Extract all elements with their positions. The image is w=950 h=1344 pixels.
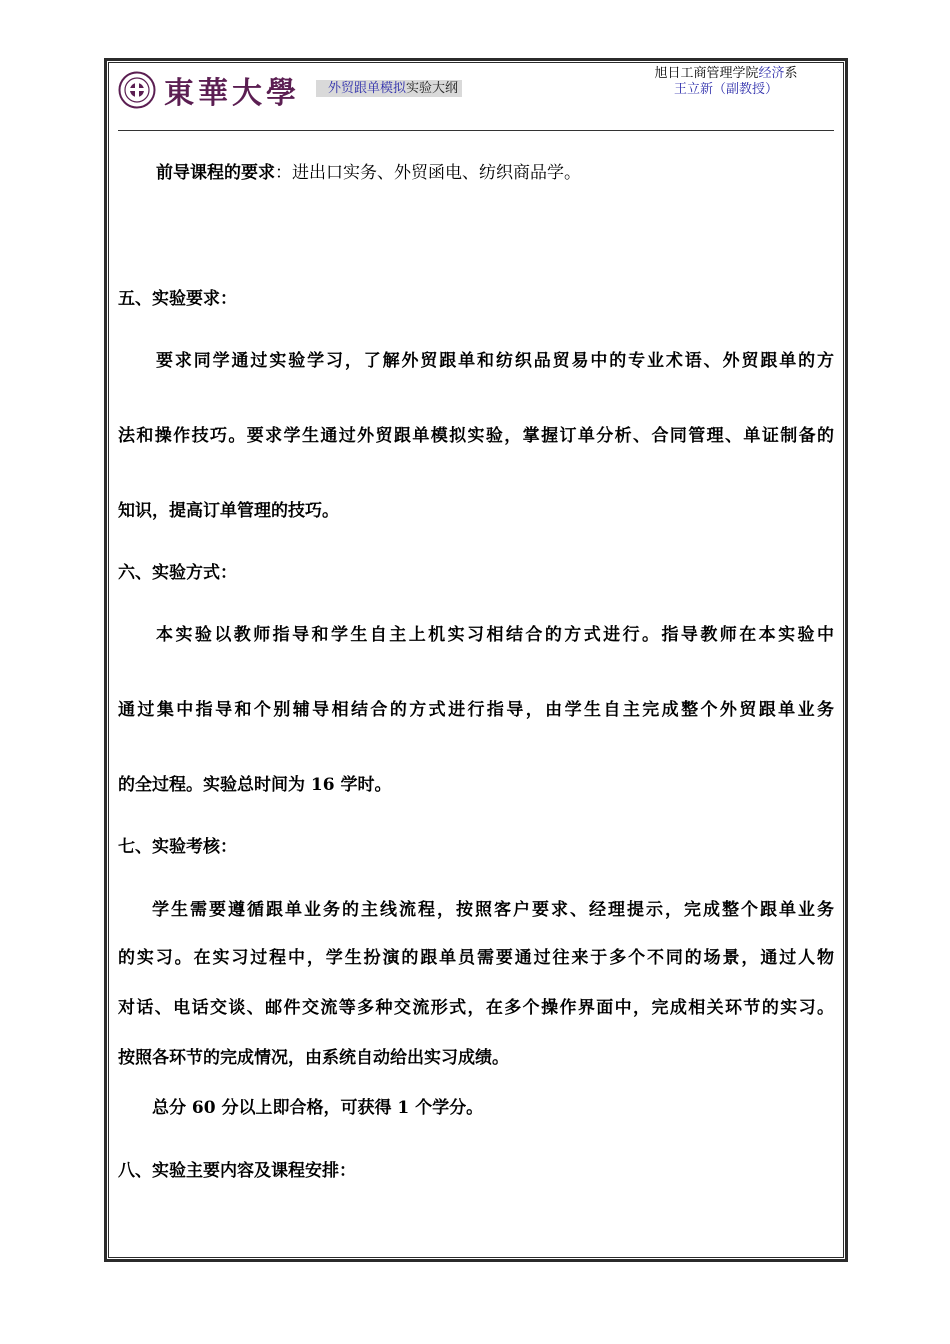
section-6-line: 的全过程。实验总时间为 16 学时。 — [118, 775, 392, 795]
section-7-line: 对话、电话交谈、邮件交流等多种交流形式，在多个操作界面中，完成相关环节的实习。 — [118, 998, 834, 1018]
document-title — [316, 80, 462, 97]
section-7-line: 学生需要遵循跟单业务的主线流程，按照客户要求、经理提示，完成整个跟单业务 — [152, 900, 834, 920]
logo-text: 東華大學 — [164, 76, 300, 111]
affiliation-line: 旭日工商管理学院经济系 — [654, 66, 798, 81]
page-border-inner — [108, 62, 844, 1258]
author-name: 王立新（副教授） — [673, 82, 778, 97]
section-7-line: 按照各环节的完成情况，由系统自动给出实习成绩。 — [118, 1048, 509, 1068]
section-6-heading: 六、实验方式： — [118, 563, 237, 583]
section-5-line: 知识，提高订单管理的技巧。 — [118, 501, 339, 521]
section-7-line: 的实习。在实习过程中，学生扮演的跟单员需要通过往来于多个不同的场景，通过人物 — [118, 948, 834, 968]
university-seal-icon — [118, 71, 156, 109]
author-affiliation — [618, 66, 834, 98]
doc-title-suffix: 实验大纲 — [406, 81, 459, 96]
doc-title-course: 外贸跟单模拟 — [328, 81, 407, 96]
section-5-line: 要求同学通过实验学习，了解外贸跟单和纺织品贸易中的专业术语、外贸跟单的方 — [156, 351, 834, 371]
prerequisites-paragraph: 前导课程的要求：进出口实务、外贸函电、纺织商品学。 — [156, 163, 581, 183]
header-divider — [118, 130, 834, 131]
section-5-line: 法和操作技巧。要求学生通过外贸跟单模拟实验，掌握订单分析、合同管理、单证制备的 — [118, 426, 834, 446]
section-7-line: 总分 60 分以上即合格，可获得 1 个学分。 — [152, 1098, 484, 1118]
section-5-heading: 五、实验要求： — [118, 289, 237, 309]
page-header — [118, 64, 834, 130]
section-6-line: 通过集中指导和个别辅导相结合的方式进行指导，由学生自主完成整个外贸跟单业务 — [118, 700, 834, 720]
section-7-heading: 七、实验考核： — [118, 837, 237, 857]
section-6-line: 本实验以教师指导和学生自主上机实习相结合的方式进行。指导教师在本实验中 — [156, 625, 834, 645]
university-logo — [118, 68, 300, 112]
section-8-heading: 八、实验主要内容及课程安排： — [118, 1161, 356, 1181]
